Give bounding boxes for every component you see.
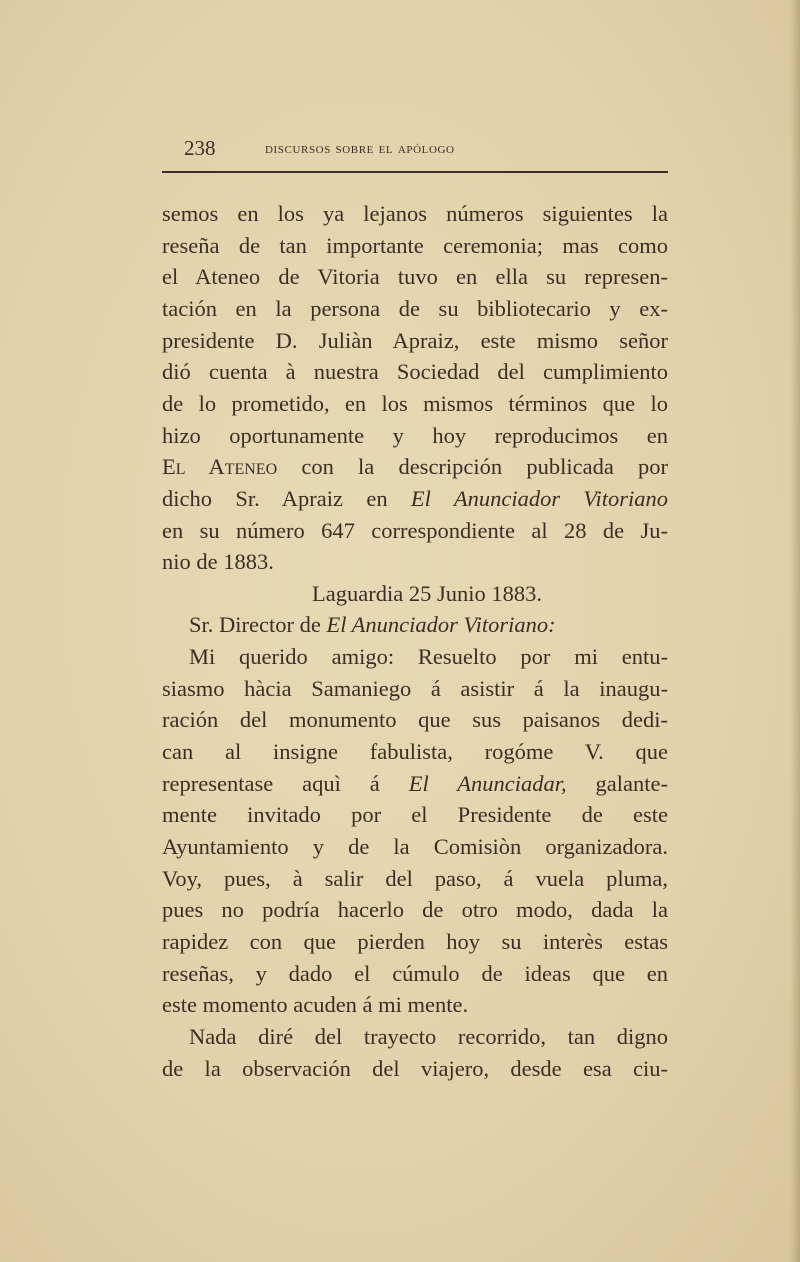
text-run: reseñas, y dado el cúmulo de ideas que en <box>162 960 668 986</box>
text-run: ración del monumento que sus paisanos dedi- <box>162 707 668 733</box>
text-line <box>162 737 668 767</box>
text-run: dió cuenta à nuestra Sociedad del cumplimiento <box>162 359 668 385</box>
text-run: de la observación del viajero, desde esa ciu- <box>162 1055 668 1081</box>
text-run: semos en los ya lejanos números siguientes la <box>162 201 668 226</box>
text-run: Voy, pues, à salir del paso, á vuela pluma, <box>162 865 668 891</box>
text-line <box>162 990 668 1020</box>
text-run: Sr. Director de <box>189 612 327 638</box>
text-line <box>189 1022 668 1052</box>
text-run: mente invitado por el Presidente de este <box>162 802 668 828</box>
text-line <box>162 421 668 451</box>
text-run: tación en la persona de su bibliotecario y ex- <box>162 295 668 321</box>
text-line <box>162 199 668 229</box>
text-run: el Ateneo de Vitoria tuvo en ella su represen- <box>162 264 668 290</box>
text-line <box>162 959 668 989</box>
text-line <box>162 705 668 735</box>
text-run: pues no podría hacerlo de otro modo, dada la <box>162 897 668 923</box>
text-run: Laguardia 25 Junio 1883. <box>312 580 542 606</box>
italic-title: El Anunciadar, <box>408 770 567 796</box>
text-run: en su número 647 correspondiente al 28 de Ju- <box>162 517 668 543</box>
text-line <box>162 294 668 324</box>
page-number: 238 <box>184 136 216 160</box>
text-run: nio de 1883. <box>162 549 274 575</box>
text-line <box>312 579 668 609</box>
text-run: este momento acuden á mi mente. <box>162 992 469 1018</box>
text-run: siasmo hàcia Samaniego á asistir á la inaugu- <box>162 675 668 701</box>
text-line <box>162 800 668 830</box>
text-line <box>162 231 668 261</box>
text-run: de lo prometido, en los mismos términos que lo <box>162 390 668 416</box>
text-line <box>162 864 668 894</box>
text-run: presidente D. Juliàn Apraiz, este mismo señor <box>162 327 668 353</box>
text-run: Ayuntamiento y de la Comisiòn organizadora. <box>162 834 668 859</box>
text-run: con la descripción publicada por <box>277 454 668 480</box>
text-line <box>162 357 668 387</box>
text-line <box>162 547 668 577</box>
text-line <box>162 389 668 419</box>
text-line <box>162 895 668 925</box>
text-line <box>162 674 668 704</box>
small-caps-text: El Ateneo <box>162 454 278 480</box>
text-line <box>189 610 668 640</box>
italic-title: El Anunciador Vitoriano: <box>326 612 556 638</box>
text-run: Mi querido amigo: Resuelto por mi entu- <box>189 644 668 670</box>
text-line <box>162 452 668 482</box>
text-line <box>162 769 668 799</box>
text-line <box>189 642 668 672</box>
text-run: rapidez con que pierden hoy su interès estas <box>162 928 668 954</box>
text-run: can al insigne fabulista, rogóme V. que <box>162 739 668 765</box>
text-run: representase aquì á <box>162 770 409 796</box>
text-line <box>162 832 668 862</box>
text-line <box>162 262 668 292</box>
text-line <box>162 516 668 546</box>
text-line <box>162 484 668 514</box>
page-edge-shadow <box>790 0 800 1262</box>
text-run: hizo oportunamente y hoy reproducimos en <box>162 422 668 448</box>
text-run: galante- <box>566 770 668 796</box>
text-run: Nada diré del trayecto recorrido, tan digno <box>189 1023 668 1049</box>
text-line <box>162 927 668 957</box>
running-title: discursos sobre el apólogo <box>265 140 455 157</box>
text-line <box>162 326 668 356</box>
text-line <box>162 1054 668 1084</box>
text-run: dicho Sr. Apraiz en <box>162 485 411 511</box>
text-run: reseña de tan importante ceremonia; mas como <box>162 232 668 258</box>
italic-title: El Anunciador Vitoriano <box>410 485 668 511</box>
header-rule <box>162 171 668 173</box>
